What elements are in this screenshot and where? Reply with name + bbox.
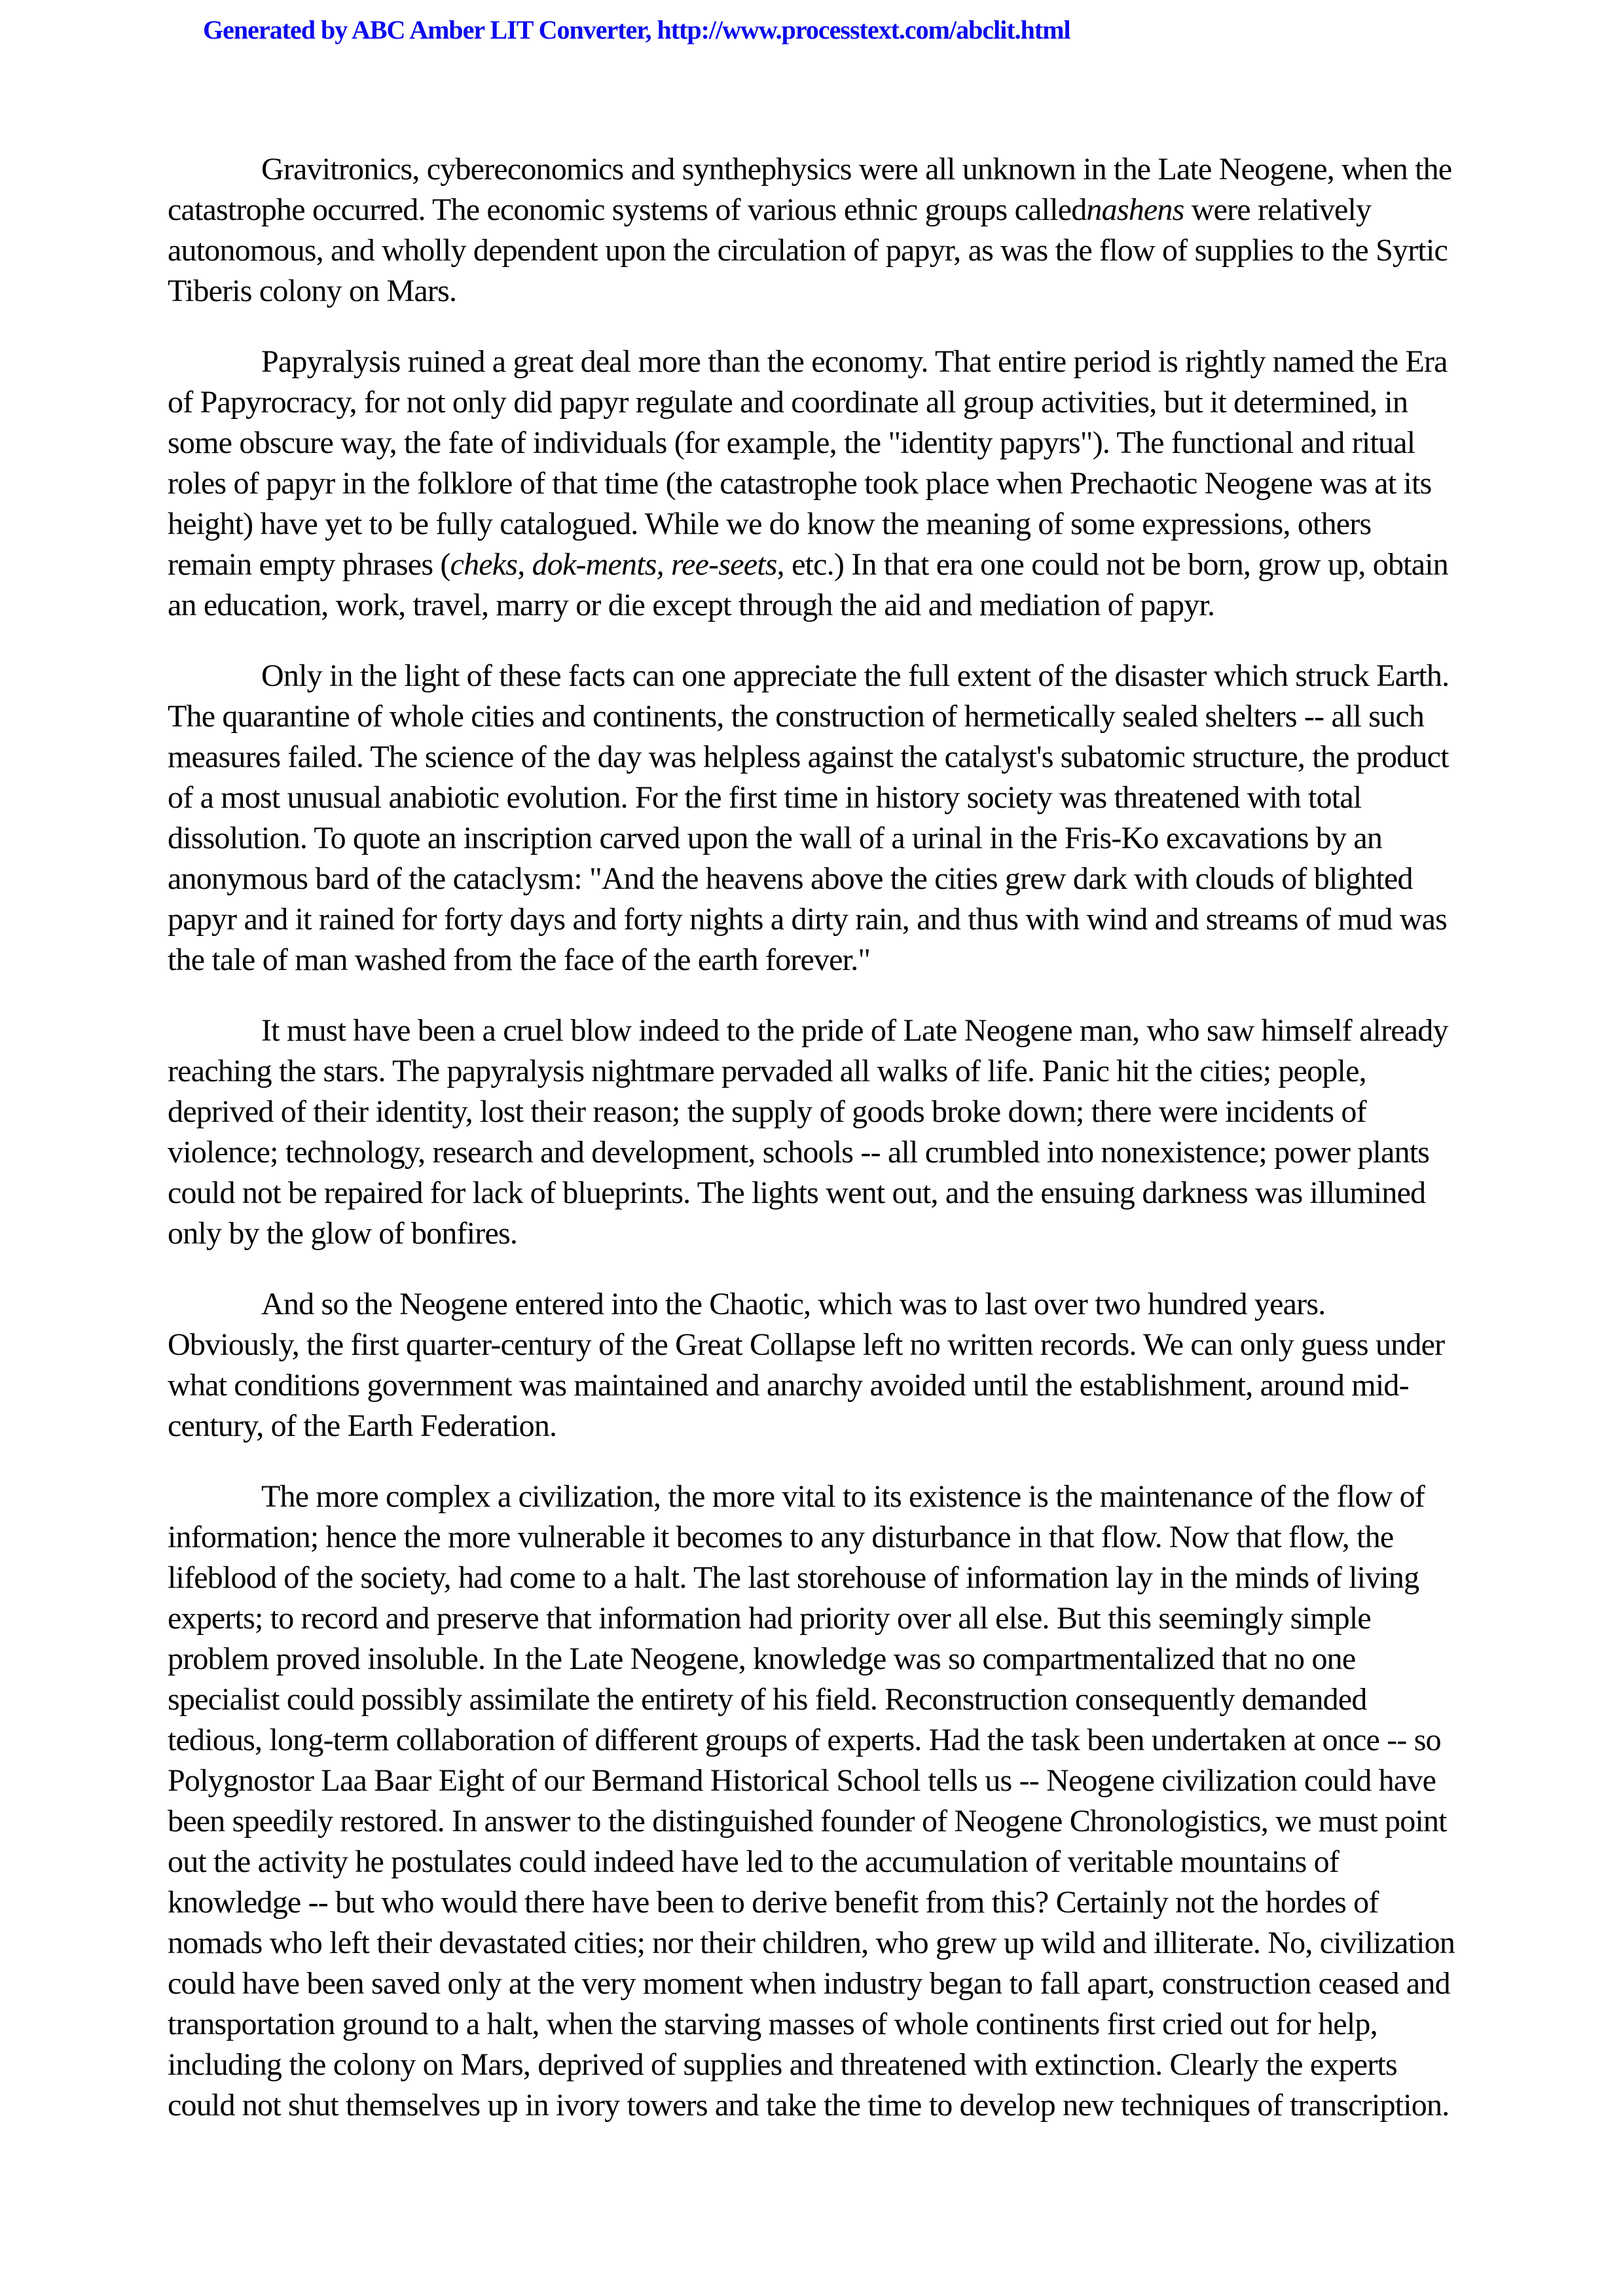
text-segment: It must have been a cruel blow indeed to the pride of Late Neogene man, who saw himself already reaching the stars. The papyralysis nightmare pervaded all walks of life. Panic hit the cities; people, deprived of their identity, lost their reason; the supply of goods broke down; there were incidents of violence; technology, research and development, schools -- all crumbled into nonexistence; power plants could not be repaired for lack of blueprints. The lights went out, and the ensuing darkness was illumined only by the glow of bonfires.: [168, 1013, 1448, 1251]
converter-credit-link[interactable]: Generated by ABC Amber LIT Converter, http://www.processtext.com/abclit.html: [203, 15, 1070, 45]
text-segment: Papyralysis ruined a great deal more than the economy. That entire period is rightly named the Era of Papyrocracy, for not only did papyr regulate and coordinate all group activities, but it determined, in some obscure way, the fate of individuals (for example, the "identity papyrs"). The functional and ritual roles of papyr in the folklore of that time (the catastrophe took place when Prechaotic Neogene was at its height) have yet to be fully catalogued. While we do know the meaning of some expressions, others remain empty phrases (: [168, 344, 1448, 582]
text-segment: Gravitronics, cybereconomics and synthephysics were all unknown in the Late Neogene, when the catastrophe occurred. The economic systems of various ethnic groups called: [168, 152, 1452, 227]
text-segment: Only in the light of these facts can one appreciate the full extent of the disaster which struck Earth. The quarantine of whole cities and continents, the construction of hermetically sealed shelters -- all such measures failed. The science of the day was helpless against the catalyst's subatomic structure, the product of a most unusual anabiotic evolution. For the first time in history society was threatened with total dissolution. To quote an inscription carved upon the wall of a urinal in the Fris-Ko excavations by an anonymous bard of the cataclysm: "And the heavens above the cities grew dark with clouds of blighted papyr and it rained for forty days and forty nights a dirty rain, and thus with wind and streams of mud was the tale of man washed from the face of the earth forever.": [168, 658, 1450, 977]
paragraph: [168, 1477, 1459, 2126]
paragraph: [168, 1011, 1459, 1254]
paragraph: [168, 656, 1459, 980]
text-segment-italic: nashens: [1086, 192, 1184, 227]
text-segment: The more complex a civilization, the more vital to its existence is the maintenance of the flow of information; hence the more vulnerable it becomes to any disturbance in that flow. Now that flow, the lifeblood of the society, had come to a halt. The last storehouse of information lay in the minds of living experts; to record and preserve that information had priority over all else. But this seemingly simple problem proved insoluble. In the Late Neogene, knowledge was so compartmentalized that no one specialist could possibly assimilate the entirety of his field. Reconstruction consequently demanded tedious, long-term collaboration of different groups of experts. Had the task been undertaken at once -- so Polygnostor Laa Baar Eight of our Bermand Historical School tells us -- Neogene civilization could have been speedily restored. In answer to the distinguished founder of Neogene Chronologistics, we must point out the activity he postulates could indeed have led to the accumulation of veritable mountains of knowledge -- but who would there have been to derive benefit from this? Certainly not the hordes of nomads who left their devastated cities; nor their children, who grew up wild and illiterate. No, civilization could have been saved only at the very moment when industry began to fall apart, construction ceased and transportation ground to a halt, when the starving masses of whole continents first cried out for help, including the colony on Mars, deprived of supplies and threatened with extinction. Clearly the experts could not shut themselves up in ivory towers and take the time to develop new techniques of transcription.: [168, 1479, 1455, 2123]
paragraph: [168, 342, 1459, 626]
text-segment: , etc.) In that era one could not be born, grow up, obtain an education, work, travel, marry or die except through the aid and mediation of papyr.: [168, 547, 1448, 622]
paragraph: [168, 1284, 1459, 1446]
text-segment-italic: cheks, dok-ments, ree-seets: [450, 547, 777, 582]
text-segment: And so the Neogene entered into the Chaotic, which was to last over two hundred years. Obviously, the first quarter-century of the Great Collapse left no written records. We can only guess under what conditions government was maintained and anarchy avoided until the establishment, around mid-century, of the Earth Federation.: [168, 1287, 1445, 1443]
text-segment: were relatively autonomous, and wholly dependent upon the circulation of papyr, as was the flow of supplies to the Syrtic Tiberis colony on Mars.: [168, 192, 1448, 308]
paragraph: [168, 149, 1459, 312]
